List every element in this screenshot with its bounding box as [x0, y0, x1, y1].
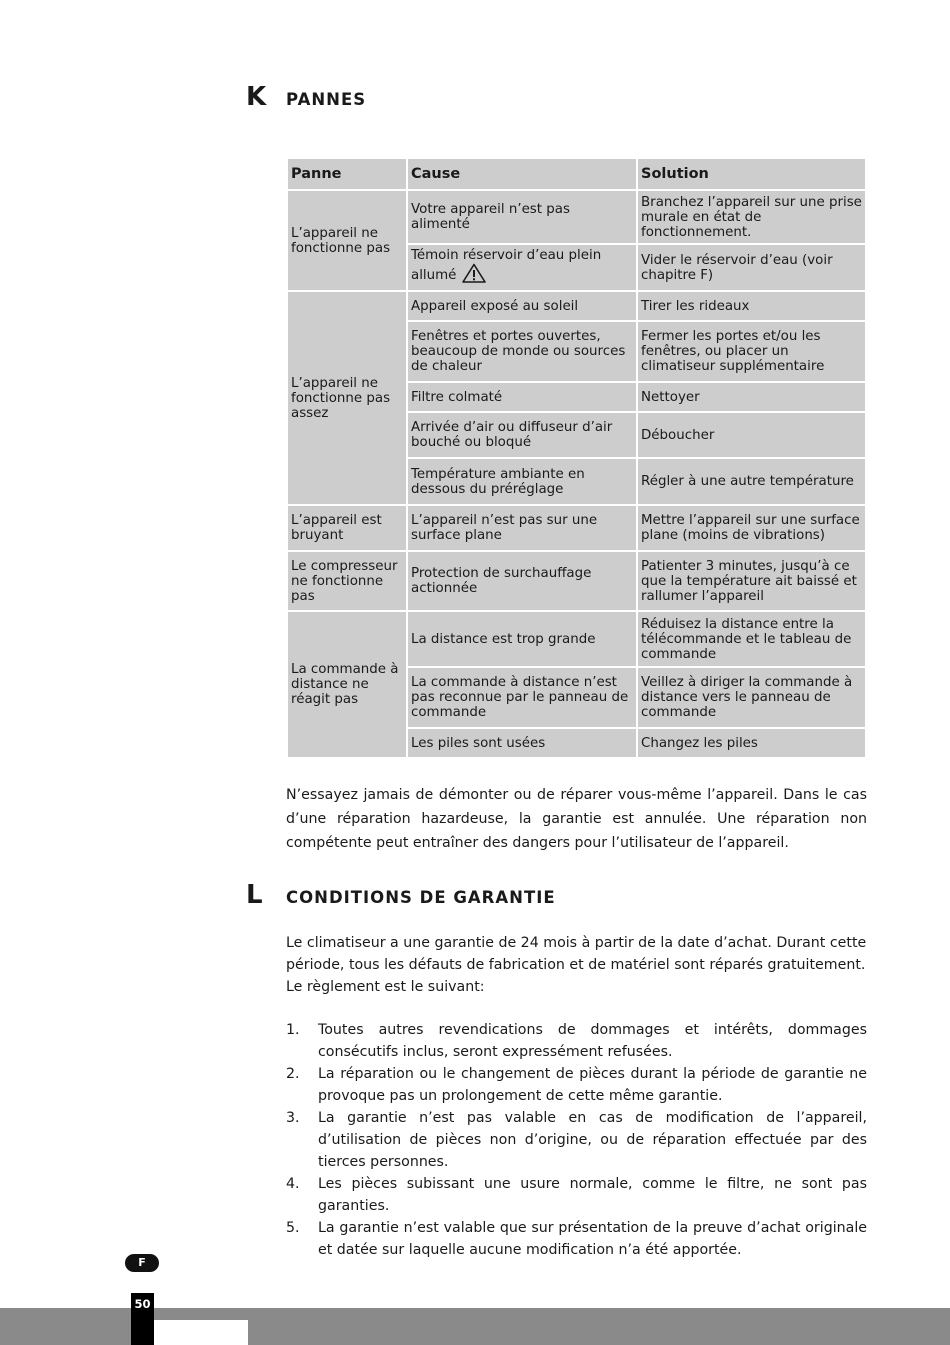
cause-cell: Température ambiante en dessous du préréglage	[408, 459, 636, 504]
solution-cell: Fermer les portes et/ou les fenêtres, ou placer un climatiseur supplémentaire	[638, 322, 865, 381]
solution-cell: Vider le réservoir d’eau (voir chapitre F)	[638, 245, 865, 290]
warning-paragraph: N’essayez jamais de démonter ou de réparer vous-même l’appareil. Dans le cas d’une réparation hazardeuse, la garantie est annulée. Une réparation non compétente peut entraîner des dangers pour l’utilisateur de l’appareil.	[286, 787, 867, 851]
solution-cell: Régler à une autre température	[638, 459, 865, 504]
cause-cell: La commande à distance n’est pas reconnue par le panneau de commande	[408, 668, 636, 727]
cause-cell: Filtre colmaté	[408, 383, 636, 411]
header-solution: Solution	[638, 159, 865, 189]
header-panne: Panne	[288, 159, 406, 189]
list-number: 1.	[286, 1022, 300, 1038]
solution-cell: Déboucher	[638, 413, 865, 457]
cause-cell: L’appareil n’est pas sur une surface plane	[408, 506, 636, 550]
solution-cell: Patienter 3 minutes, jusqu’à ce que la température ait baissé et rallumer l’appareil	[638, 552, 865, 610]
troubleshooting-table	[286, 157, 867, 759]
table-row	[288, 191, 865, 243]
list-text: Les pièces subissant une usure normale, comme le filtre, ne sont pas garanties.	[318, 1176, 867, 1214]
list-number: 4.	[286, 1176, 300, 1192]
solution-cell: Tirer les rideaux	[638, 292, 865, 320]
list-item	[286, 1107, 867, 1173]
cause-cell: Appareil exposé au soleil	[408, 292, 636, 320]
panne-cell: Le compresseur ne fonctionne pas	[288, 552, 406, 610]
solution-cell: Changez les piles	[638, 729, 865, 757]
solution-cell: Veillez à diriger la commande à distance vers le panneau de commande	[638, 668, 865, 727]
list-item	[286, 1063, 867, 1107]
cause-cell	[408, 245, 636, 290]
list-number: 2.	[286, 1066, 300, 1082]
table-row	[288, 292, 865, 320]
section-letter: K	[246, 82, 267, 112]
list-text: Toutes autres revendications de dommages et intérêts, dommages consécutifs inclus, seront expressément refusées.	[318, 1022, 867, 1060]
list-number: 5.	[286, 1220, 300, 1236]
list-item	[286, 1173, 867, 1217]
table-row	[288, 552, 865, 610]
list-text: La garantie n’est pas valable en cas de modification de l’appareil, d’utilisation de pièces non d’origine, ou de réparation effectuée par des tierces personnes.	[318, 1110, 867, 1170]
solution-cell: Nettoyer	[638, 383, 865, 411]
panne-cell: L’appareil ne fonctionne pas	[288, 191, 406, 290]
conditions-list	[286, 1019, 867, 1261]
table-header-row	[288, 159, 865, 189]
language-badge: F	[125, 1254, 159, 1272]
cause-text: Témoin réservoir d’eau plein allumé	[411, 248, 602, 283]
list-text: La réparation ou le changement de pièces durant la période de garantie ne provoque pas un prolongement de cette même garantie.	[318, 1066, 867, 1104]
list-number: 3.	[286, 1110, 300, 1126]
solution-cell: Branchez l’appareil sur une prise murale en état de fonctionnement.	[638, 191, 865, 243]
section-k-heading	[246, 82, 366, 112]
guarantee-intro: Le climatiseur a une garantie de 24 mois à partir de la date d’achat. Durant cette période, tous les défauts de fabrication et de matériel sont réparés gratuitement. Le règlement est le suivant:	[286, 935, 867, 995]
section-title: PANNES	[286, 90, 367, 109]
section-letter: L	[246, 880, 263, 910]
solution-cell: Mettre l’appareil sur une surface plane (moins de vibrations)	[638, 506, 865, 550]
panne-cell: L’appareil ne fonctionne pas assez	[288, 292, 406, 504]
list-item	[286, 1217, 867, 1261]
panne-cell: La commande à distance ne réagit pas	[288, 612, 406, 757]
section-title: CONDITIONS DE GARANTIE	[286, 888, 556, 907]
solution-cell: Réduisez la distance entre la télécommande et le tableau de commande	[638, 612, 865, 666]
table-row	[288, 506, 865, 550]
footer-white-block	[154, 1320, 248, 1345]
page-number: 50	[131, 1293, 154, 1345]
panne-cell: L’appareil est bruyant	[288, 506, 406, 550]
cause-cell: Arrivée d’air ou diffuseur d’air bouché ou bloqué	[408, 413, 636, 457]
cause-cell: La distance est trop grande	[408, 612, 636, 666]
cause-cell: Votre appareil n’est pas alimenté	[408, 191, 636, 243]
warning-triangle-icon	[462, 263, 486, 287]
table-row	[288, 612, 865, 666]
header-cause: Cause	[408, 159, 636, 189]
cause-cell: Fenêtres et portes ouvertes, beaucoup de monde ou sources de chaleur	[408, 322, 636, 381]
cause-cell: Les piles sont usées	[408, 729, 636, 757]
list-item	[286, 1019, 867, 1063]
section-l-heading	[246, 880, 556, 910]
list-text: La garantie n’est valable que sur présentation de la preuve d’achat originale et datée sur laquelle aucune modification n’a été apportée.	[318, 1220, 867, 1258]
cause-cell: Protection de surchauffage actionnée	[408, 552, 636, 610]
